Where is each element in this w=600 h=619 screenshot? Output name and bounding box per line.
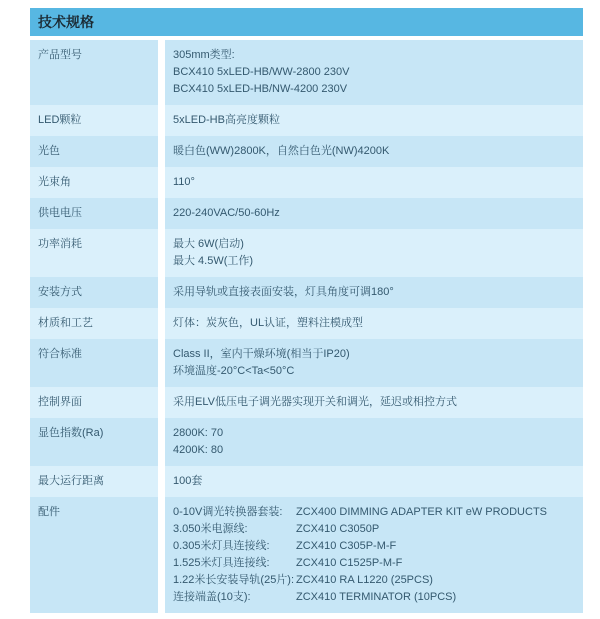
spec-value bbox=[165, 418, 583, 466]
table-row bbox=[30, 387, 583, 418]
accessory-code: ZCX410 C305P-M-F bbox=[296, 540, 397, 552]
spec-value-line: BCX410 5xLED-HB/WW-2800 230V bbox=[173, 66, 350, 78]
accessory-name: 1.525米灯具连接线: bbox=[173, 557, 270, 569]
spec-sheet bbox=[30, 8, 583, 613]
accessory-name: 0.305米灯具连接线: bbox=[173, 540, 270, 552]
spec-label: 功率消耗 bbox=[30, 229, 158, 277]
spec-table-body bbox=[30, 40, 583, 613]
spec-value-line: 采用导轨或直接表面安装，灯具角度可调180° bbox=[173, 286, 394, 298]
spec-value bbox=[165, 229, 583, 277]
accessory-line bbox=[173, 504, 575, 521]
spec-label: 光色 bbox=[30, 136, 158, 167]
table-row bbox=[30, 136, 583, 167]
spec-value bbox=[165, 40, 583, 105]
spec-value-line: 2800K: 70 bbox=[173, 427, 224, 439]
spec-label: 符合标准 bbox=[30, 339, 158, 387]
accessory-code: ZCX410 C1525P-M-F bbox=[296, 557, 403, 569]
accessory-line bbox=[173, 572, 575, 589]
spec-value-line: 305mm类型: bbox=[173, 49, 235, 61]
table-row bbox=[30, 418, 583, 466]
section-title bbox=[30, 8, 583, 36]
accessory-code: ZCX400 DIMMING ADAPTER KIT eW PRODUCTS bbox=[296, 506, 548, 518]
table-row bbox=[30, 40, 583, 105]
spec-value bbox=[165, 136, 583, 167]
spec-label: 光束角 bbox=[30, 167, 158, 198]
spec-value bbox=[165, 308, 583, 339]
spec-label: 材质和工艺 bbox=[30, 308, 158, 339]
spec-value-line: Class II，室内干燥环境(相当于IP20) bbox=[173, 348, 350, 360]
accessory-line bbox=[173, 521, 575, 538]
accessory-code: ZCX410 C3050P bbox=[296, 523, 380, 535]
spec-label: 供电电压 bbox=[30, 198, 158, 229]
accessory-name: 3.050米电源线: bbox=[173, 523, 248, 535]
spec-value-line: 灯体：炭灰色，UL认证，塑料注模成型 bbox=[173, 317, 364, 329]
spec-label: 安装方式 bbox=[30, 277, 158, 308]
spec-label: 最大运行距离 bbox=[30, 466, 158, 497]
spec-value-line: 220-240VAC/50-60Hz bbox=[173, 207, 280, 219]
table-row bbox=[30, 277, 583, 308]
table-row bbox=[30, 229, 583, 277]
accessory-name: 0-10V调光转换器套装: bbox=[173, 506, 283, 518]
spec-value-line: 暖白色(WW)2800K，自然白色光(NW)4200K bbox=[173, 145, 390, 157]
spec-value-line: BCX410 5xLED-HB/NW-4200 230V bbox=[173, 83, 348, 95]
spec-value-line: 5xLED-HB高亮度颗粒 bbox=[173, 114, 280, 126]
spec-value-line: 最大 4.5W(工作) bbox=[173, 255, 254, 267]
table-row bbox=[30, 466, 583, 497]
spec-label: 控制界面 bbox=[30, 387, 158, 418]
accessory-name: 1.22米长安装导轨(25片): bbox=[173, 574, 295, 586]
spec-value-line: 采用ELV低压电子调光器实现开关和调光，延迟或相控方式 bbox=[173, 396, 457, 408]
table-row bbox=[30, 497, 583, 613]
spec-value-line: 环境温度-20°C<Ta<50°C bbox=[173, 365, 295, 377]
table-row bbox=[30, 167, 583, 198]
table-row bbox=[30, 339, 583, 387]
spec-label: 显色指数(Ra) bbox=[30, 418, 158, 466]
spec-value bbox=[165, 497, 583, 613]
spec-value-line: 最大 6W(启动) bbox=[173, 238, 244, 250]
accessory-line bbox=[173, 538, 575, 555]
spec-value bbox=[165, 167, 583, 198]
spec-value-line: 4200K: 80 bbox=[173, 444, 224, 456]
spec-value-line: 110° bbox=[173, 176, 195, 188]
spec-value bbox=[165, 277, 583, 308]
spec-value bbox=[165, 466, 583, 497]
spec-value bbox=[165, 387, 583, 418]
accessory-code: ZCX410 RA L1220 (25PCS) bbox=[296, 574, 433, 586]
spec-value bbox=[165, 198, 583, 229]
spec-value bbox=[165, 105, 583, 136]
section-title-text: 技术规格 bbox=[38, 14, 94, 30]
spec-label: 产品型号 bbox=[30, 40, 158, 105]
table-row bbox=[30, 198, 583, 229]
accessory-name: 连接端盖(10支): bbox=[173, 591, 251, 603]
spec-value-line: 100套 bbox=[173, 475, 203, 487]
table-row bbox=[30, 308, 583, 339]
spec-label: 配件 bbox=[30, 497, 158, 613]
accessory-line bbox=[173, 555, 575, 572]
accessory-line bbox=[173, 589, 575, 606]
spec-value bbox=[165, 339, 583, 387]
accessory-code: ZCX410 TERMINATOR (10PCS) bbox=[296, 591, 457, 603]
table-row bbox=[30, 105, 583, 136]
spec-label: LED颗粒 bbox=[30, 105, 158, 136]
